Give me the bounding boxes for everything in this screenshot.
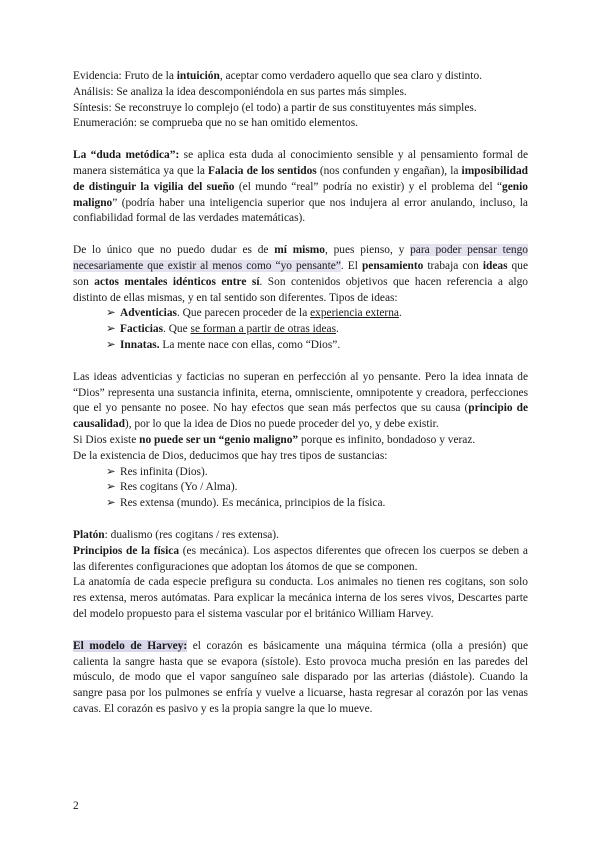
list-item: ➢ Innatas. La mente nace con ellas, como “Dios”. [73, 338, 528, 354]
dios-line-genio: Si Dios existe no puede ser un “genio maligno” porque es infinito, bondadoso y veraz. [73, 433, 476, 446]
dios-paragraph: Las ideas adventicias y facticias no superan en perfección al yo pensante. Pero la idea innata de “Dios” representa una sustancia infinita, eterna, omnisciente, omnipotente y creadora, perfecciones que el yo pensante no posee. No hay efectos que sean más perfectos que su causa (principio de causalidad), por lo que la idea de Dios no puede proceder del yo, y debe existir. [73, 370, 529, 431]
arrow-bullet-icon: ➢ [106, 497, 116, 510]
analisis-line: Análisis: Se analiza la idea descomponiéndola en sus partes más simples. [73, 85, 407, 98]
harvey-paragraph: El modelo de Harvey: el corazón es básicamente una máquina térmica (olla a presión) que calienta la sangre hasta que se evapora (sístole). Esto provoca mucha presión en las paredes del músculo, de modo que el vapor sanguíneo sale disparado por las arterias (diástole). Cuando la sangre pasa por los pulmones se enfría y vuelve a licuarse, hasta regresar al corazón por las venas cavas. El corazón es pasivo y es la propia sangre la que lo mueve. [73, 639, 529, 715]
evidencia-line: Evidencia: Fruto de la intuición, aceptar como verdadero aquello que sea claro y distinto. [73, 70, 483, 82]
principios-fisica-paragraph: Principios de la física (es mecánica). Los aspectos diferentes que ofrecen los cuerpos se deben a las diferentes configuraciones que adoptan los átomos de que se componen. [73, 544, 528, 573]
list-item: ➢ Res cogitans (Yo / Alma). [73, 480, 528, 496]
list-item: ➢ Adventicias. Que parecen proceder de la experiencia externa. [73, 306, 528, 322]
arrow-bullet-icon: ➢ [106, 338, 116, 351]
ideas-list [73, 306, 528, 353]
dios-line-sustancias: De la existencia de Dios, deducimos que hay tres tipos de sustancias: [73, 449, 388, 462]
arrow-bullet-icon: ➢ [106, 465, 116, 478]
sintesis-line: Síntesis: Se reconstruye lo complejo (el todo) a partir de sus constituyentes más simples. [73, 101, 477, 114]
page-number: 2 [73, 800, 79, 812]
list-item: ➢ Res extensa (mundo). Es mecánica, principios de la física. [73, 496, 528, 512]
duda-metodica-heading: La “duda metódica”: [73, 149, 180, 162]
list-item: ➢ Res infinita (Dios). [73, 465, 528, 481]
duda-metodica-paragraph: La “duda metódica”: se aplica esta duda al conocimiento sensible y al pensamiento formal de manera sistemática ya que la Falacia de los sentidos (nos confunden y engañan), la imposibilidad de distinguir la vigilia del sueño (el mundo “real” podría no existir) y el problema del “genio maligno” (podría haber una inteligencia superior que nos indujera al error anulando, incluso, la confiabilidad formal de las verdades matemáticas). [73, 149, 529, 225]
arrow-bullet-icon: ➢ [106, 323, 116, 336]
document-page [73, 69, 528, 718]
harvey-heading: El modelo de Harvey: [73, 639, 188, 652]
sustancias-list [73, 465, 528, 512]
anatomia-paragraph: La anatomía de cada especie prefigura su conducta. Los animales no tienen res cogitans, son solo res extensa, meros autómatas. Para explicar la mecánica interna de los seres vivos, Descartes parte del modelo propuesto para el sistema vascular por el británico William Harvey. [73, 576, 528, 620]
highlight-yo-pensante: para poder pensar tengo necesariamente que existir al menos como “yo pensante” [73, 244, 528, 272]
enumeracion-line: Enumeración: se comprueba que no se han omitido elementos. [73, 117, 358, 130]
yo-pensante-paragraph: De lo único que no puedo dudar es de mí mismo, pues pienso, y para poder pensar tengo necesariamente que existir al menos como “yo pensante”. El pensamiento trabaja con ideas que son actos mentales idénticos entre sí. Son contenidos objetivos que hacen referencia a algo distinto de ellas mismas, y en tal sentido son diferentes. Tipos de ideas: [73, 244, 529, 304]
platon-line: Platón: dualismo (res cogitans / res extensa). [73, 528, 279, 541]
arrow-bullet-icon: ➢ [106, 307, 116, 320]
list-item: ➢ Facticias. Que se forman a partir de otras ideas. [73, 322, 528, 338]
arrow-bullet-icon: ➢ [106, 481, 116, 494]
